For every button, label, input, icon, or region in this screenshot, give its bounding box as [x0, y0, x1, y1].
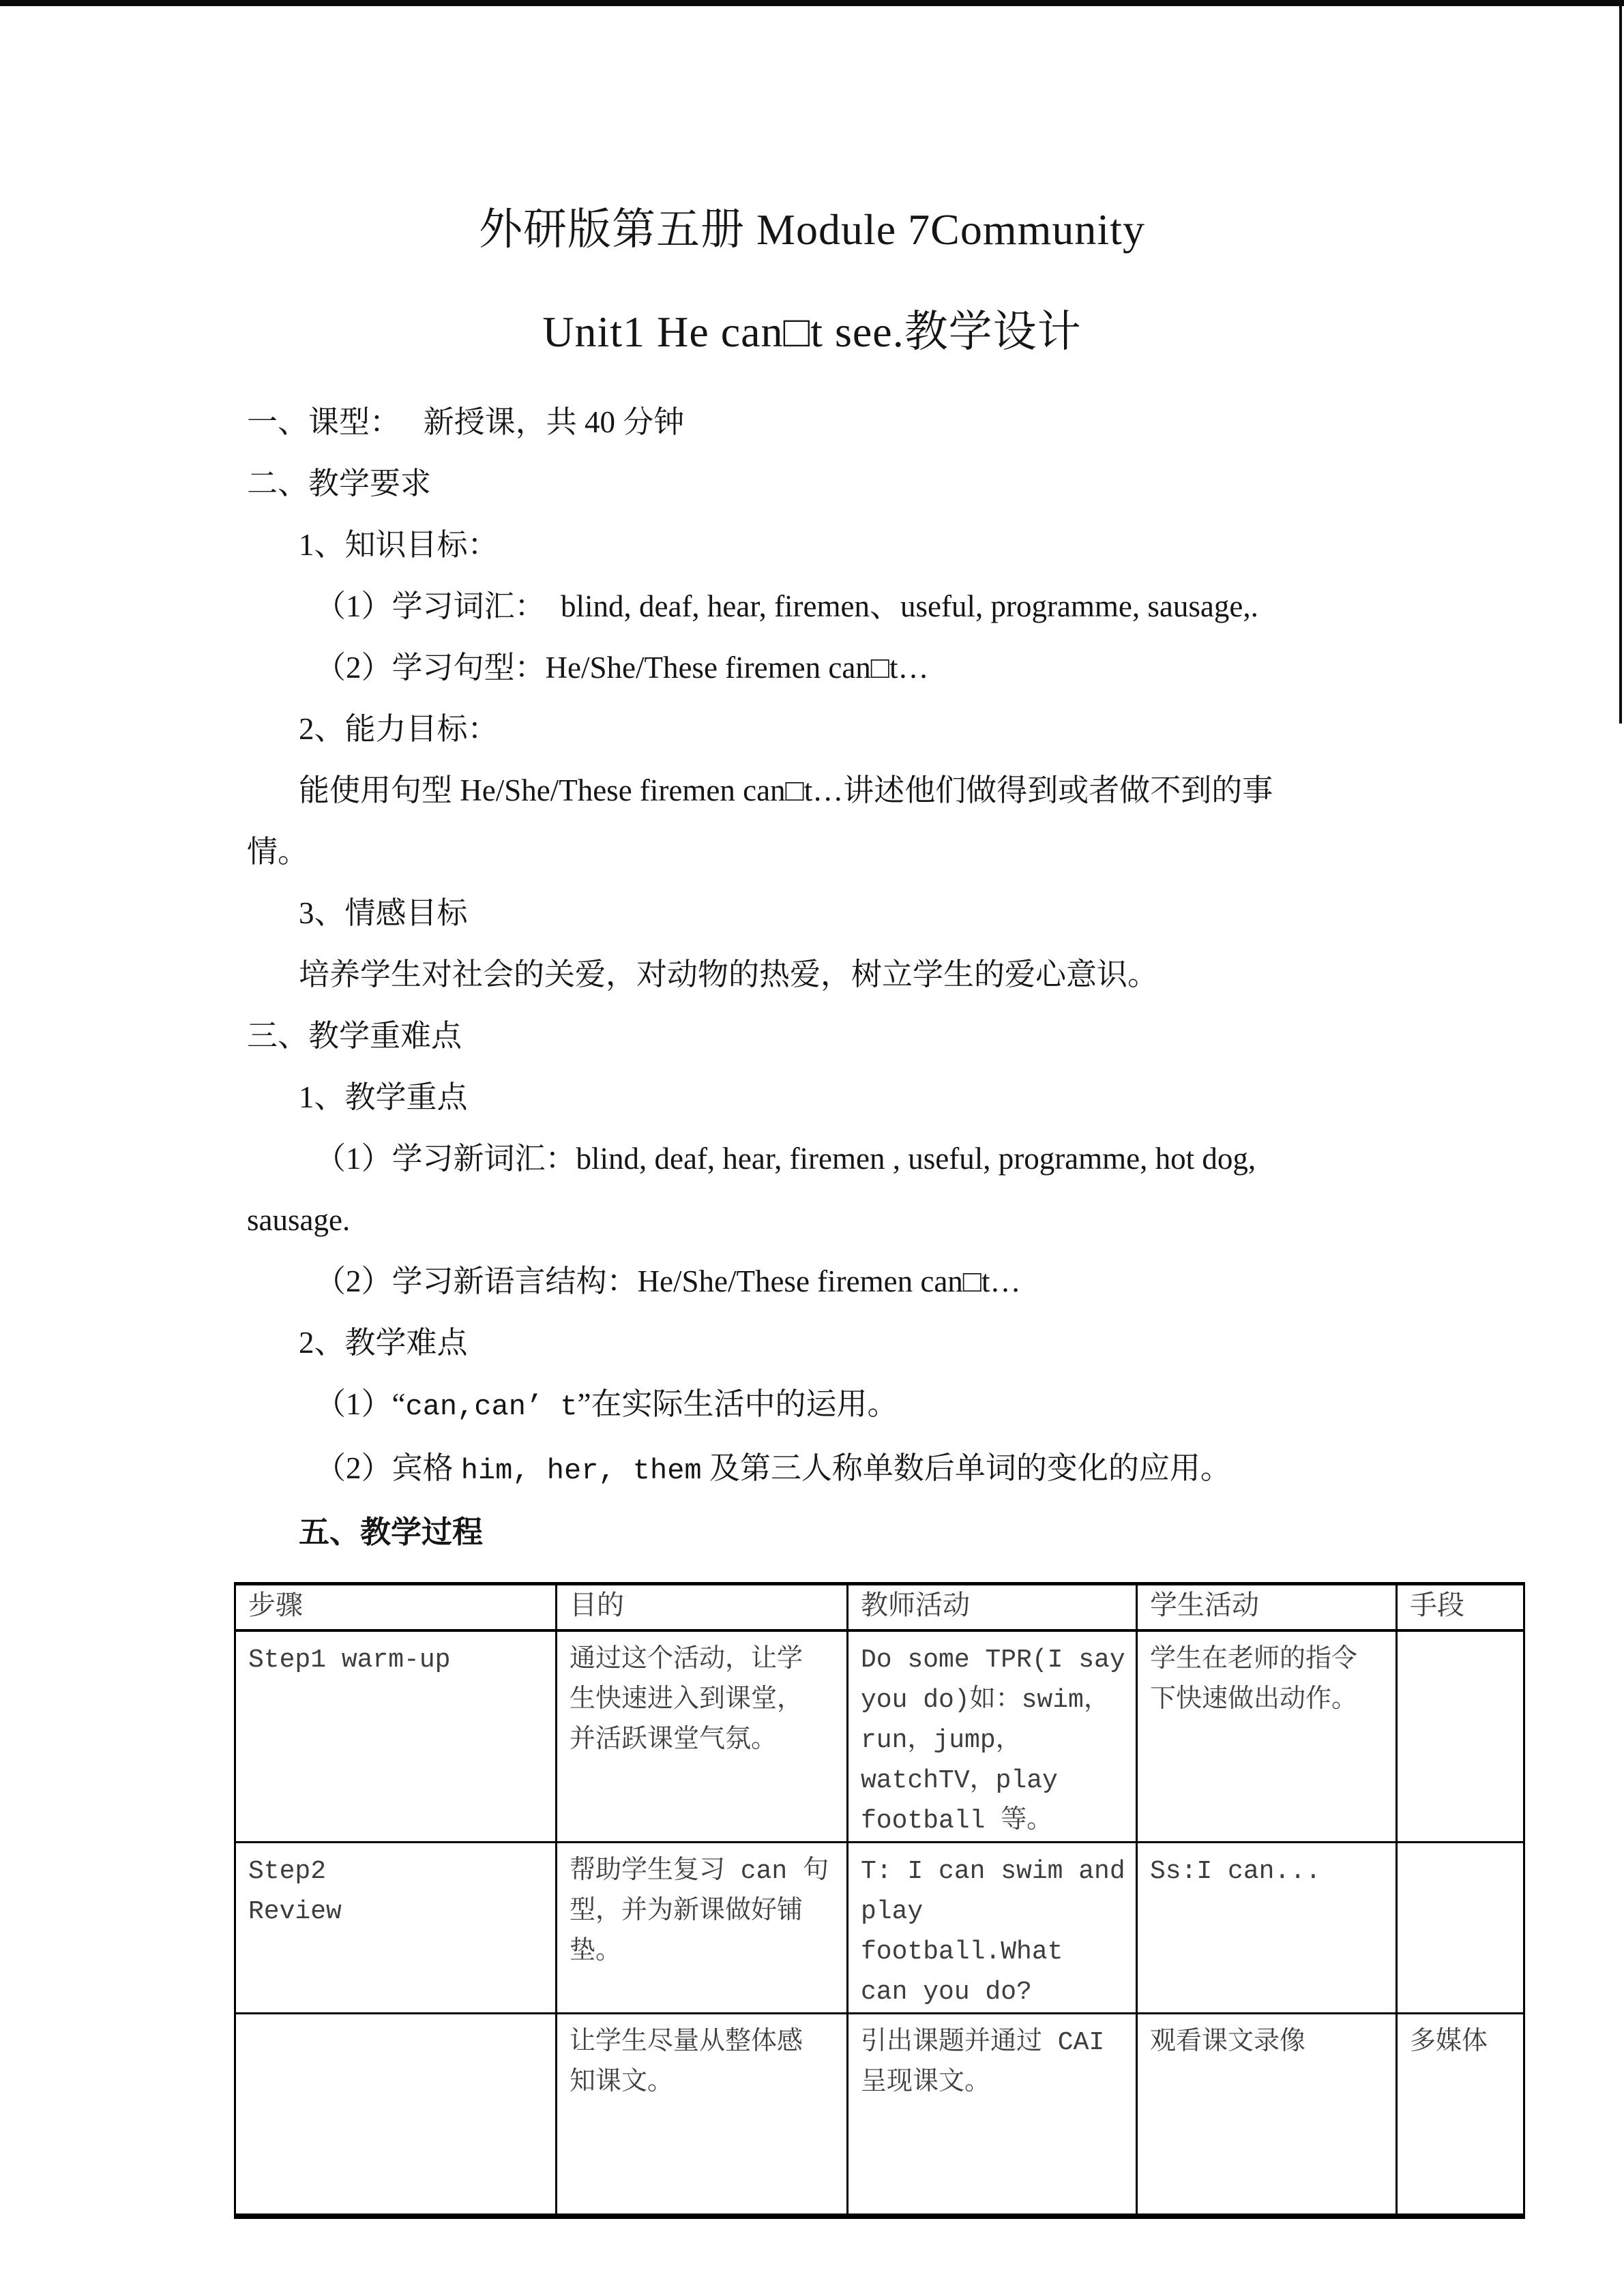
table-cell [1397, 1843, 1524, 2014]
body-paragraph [299, 514, 1542, 576]
document-title-line-1: 外研版第五册 Module 7Community [479, 205, 1145, 254]
text-run: （2）学习句型：He/She/These firemen can□t… [315, 651, 929, 685]
table-cell [1137, 2014, 1397, 2216]
table-cell [1137, 1843, 1397, 2014]
table-cell [557, 1843, 848, 2014]
text-run: can you do? [861, 1978, 1032, 2007]
table-row [235, 2014, 1524, 2216]
text-run: 3、情感目标 [299, 896, 468, 930]
body-paragraph [315, 1251, 1542, 1312]
text-run: run，jump， [861, 1726, 1022, 1755]
document-title [0, 0, 1624, 383]
text-run: T: I can swim and [861, 1857, 1125, 1886]
text-run: 呈现课文。 [861, 2068, 991, 2098]
text-run: 型，并为新课做好铺 [570, 1897, 803, 1926]
text-run: 情。 [247, 835, 309, 869]
text-run: 五、教学过程 [299, 1515, 484, 1549]
text-run: Step1 warm-up [248, 1645, 451, 1675]
table-cell [848, 1630, 1137, 1843]
text-run: （1）学习词汇： blind, deaf, hear, firemen、useful, programme, sausage,. [315, 589, 1258, 623]
table-cell [557, 2014, 848, 2216]
text-run: 多媒体 [1410, 2028, 1488, 2057]
text-run: 观看课文录像 [1150, 2028, 1306, 2057]
table-cell [848, 2014, 1137, 2216]
teaching-process-table-wrap [234, 1582, 1624, 2219]
text-run: 2、能力目标： [299, 712, 499, 746]
text-run: 引出课题并通过 CAI [861, 2028, 1105, 2057]
body-paragraph [247, 1128, 1542, 1251]
text-run: 能使用句型 He/She/These firemen can□t…讲述他们做得到或者做不到的事 [299, 773, 1273, 807]
body-paragraph [299, 1502, 1542, 1563]
body-paragraphs [0, 391, 1624, 1563]
text-run: 二、教学要求 [247, 466, 432, 501]
text-run: （2）宾格 [315, 1451, 461, 1485]
text-run: 通过这个活动，让学 [570, 1645, 803, 1675]
text-run: 让学生尽量从整体感 [570, 2028, 803, 2057]
text-run: 知课文。 [570, 2068, 674, 2098]
table-cell [235, 2014, 557, 2216]
text-run: 学生在老师的指令 [1150, 1645, 1358, 1675]
body-paragraph [315, 576, 1542, 637]
body-paragraph [247, 1005, 1542, 1067]
body-paragraph [299, 698, 1542, 760]
text-run: 一、课型： 新授课，共 40 分钟 [247, 405, 685, 439]
table-header-cell: 目的 [557, 1584, 848, 1631]
body-paragraph [315, 1437, 1542, 1502]
text-run: play football.What [861, 1897, 1063, 1967]
text-run: 培养学生对社会的关爱，对动物的热爱，树立学生的爱心意识。 [299, 957, 1159, 992]
table-row [235, 1843, 1524, 2014]
text-run: 并活跃课堂气氛。 [570, 1726, 778, 1755]
body-paragraph [299, 882, 1542, 944]
text-run: Review [248, 1897, 342, 1926]
text-run: 2、教学难点 [299, 1326, 468, 1360]
text-run: （2）学习新语言结构：He/She/These firemen can□t… [315, 1264, 1021, 1298]
text-run: Do some TPR(I say [861, 1645, 1125, 1675]
body-paragraph [247, 453, 1542, 514]
mono-text-run: him, her, them [460, 1455, 702, 1487]
teaching-process-table [234, 1582, 1525, 2219]
body-paragraph [247, 944, 1542, 1005]
body-paragraph [299, 1067, 1542, 1128]
text-run: you do)如：swim， [861, 1686, 1110, 1715]
text-run: 垫。 [570, 1937, 622, 1967]
table-cell [1397, 1630, 1524, 1843]
table-row [235, 1630, 1524, 1843]
text-run: sausage. [247, 1203, 351, 1237]
body-paragraph [247, 760, 1542, 882]
text-run: 帮助学生复习 can 句 [570, 1857, 829, 1886]
text-run: 生快速进入到课堂， [570, 1686, 803, 1715]
text-run: 1、知识目标： [299, 528, 499, 562]
table-cell [1137, 1630, 1397, 1843]
table-body [235, 1630, 1524, 2216]
text-run: ”在实际生活中的运用。 [577, 1387, 898, 1421]
text-run: 三、教学重难点 [247, 1019, 462, 1053]
body-paragraph [299, 1312, 1542, 1373]
text-run: （1）“ [315, 1387, 406, 1421]
document-title-line-2: Unit1 He can□t see.教学设计 [542, 308, 1082, 356]
text-run: football 等。 [861, 1806, 1053, 1836]
body-paragraph [315, 1373, 1542, 1437]
table-cell [235, 1630, 557, 1843]
table-cell [848, 1843, 1137, 2014]
text-run: 1、教学重点 [299, 1080, 468, 1114]
table-header-cell: 学生活动 [1137, 1584, 1397, 1631]
table-header-cell: 手段 [1397, 1584, 1524, 1631]
text-run: Step2 [248, 1857, 327, 1886]
table-header-cell: 教师活动 [848, 1584, 1137, 1631]
body-paragraph [315, 637, 1542, 698]
mono-text-run: can,can’ t [405, 1390, 578, 1423]
text-run: （1）学习新词汇：blind, deaf, hear, firemen , useful, programme, hot dog, [315, 1142, 1256, 1176]
text-run: 及第三人称单数后单词的变化的应用。 [701, 1451, 1231, 1485]
body-paragraph [247, 391, 1542, 453]
text-run: watchTV，play [861, 1766, 1058, 1795]
text-run: Ss:I can... [1150, 1857, 1321, 1886]
table-header-cell: 步骤 [235, 1584, 557, 1631]
text-run: 下快速做出动作。 [1150, 1686, 1358, 1715]
table-header-row [235, 1584, 1524, 1631]
table-cell [235, 1843, 557, 2014]
table-cell [557, 1630, 848, 1843]
table-cell [1397, 2014, 1524, 2216]
